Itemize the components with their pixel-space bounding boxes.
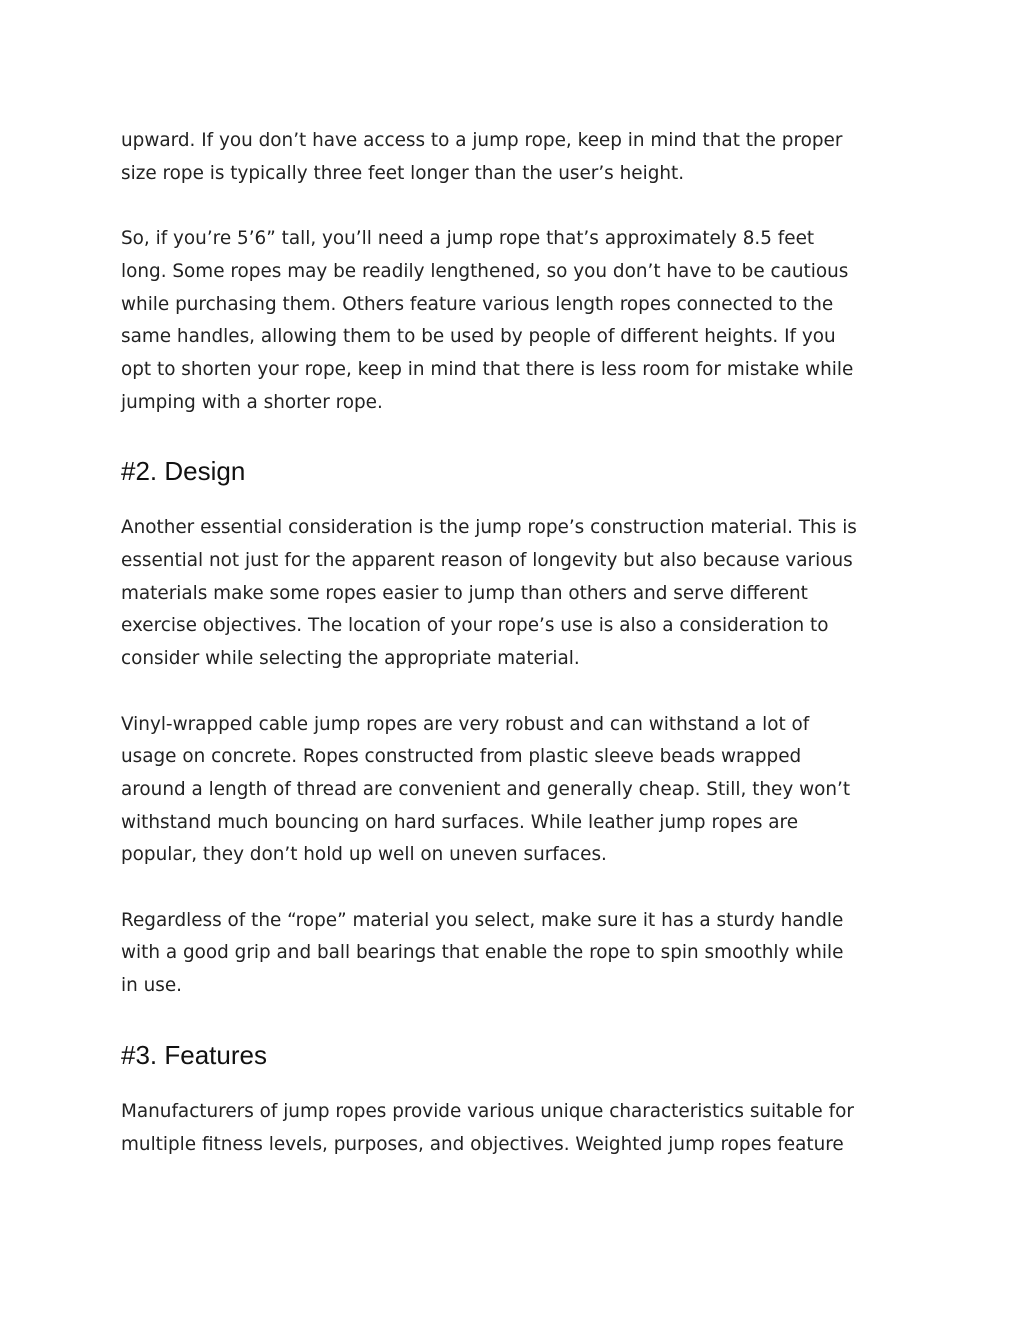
text-line: upward. If you don’t have access to a jump rope, keep in mind that the proper xyxy=(121,130,843,151)
text-line: essential not just for the apparent reason of longevity but also because various xyxy=(121,550,853,572)
text-line: Manufacturers of jump ropes provide various unique characteristics suitable for xyxy=(121,1100,854,1122)
text-line: multiple fitness levels, purposes, and objectives. Weighted jump ropes feature xyxy=(121,1133,844,1155)
text-line: with a good grip and ball bearings that enable the rope to spin smoothly while xyxy=(121,942,844,964)
text-line: usage on concrete. Ropes constructed from plastic sleeve beads wrapped xyxy=(121,746,802,768)
text-line: in use. xyxy=(121,975,183,997)
text-line: opt to shorten your rope, keep in mind that there is less room for mistake while xyxy=(121,358,854,380)
text-line: jumping with a shorter rope. xyxy=(121,391,383,413)
text-line: long. Some ropes may be readily lengthened, so you don’t have to be cautious xyxy=(121,260,849,282)
text-line: popular, they don’t hold up well on uneven surfaces. xyxy=(121,844,607,866)
paragraph-rope-length-example xyxy=(121,223,911,419)
heading-features: #3. Features xyxy=(121,1039,267,1070)
paragraph-rope-materials xyxy=(121,709,911,873)
text-line: same handles, allowing them to be used by people of different heights. If you xyxy=(121,326,836,348)
text-line: consider while selecting the appropriate material. xyxy=(121,648,580,670)
text-line: So, if you’re 5’6” tall, you’ll need a jump rope that’s approximately 8.5 feet xyxy=(121,228,815,250)
text-line: size rope is typically three feet longer than the user’s height. xyxy=(121,162,685,184)
text-line: Regardless of the “rope” material you select, make sure it has a sturdy handle xyxy=(121,909,844,931)
text-line: exercise objectives. The location of your rope’s use is also a consideration to xyxy=(121,615,829,637)
text-line: Vinyl-wrapped cable jump ropes are very robust and can withstand a lot of xyxy=(121,713,810,735)
paragraph-construction-material xyxy=(121,512,911,676)
document-body xyxy=(121,125,911,1161)
text-line: materials make some ropes easier to jump than others and serve different xyxy=(121,582,808,604)
paragraph-handle xyxy=(121,905,911,1003)
paragraph-features xyxy=(121,1096,911,1161)
text-line: Another essential consideration is the jump rope’s construction material. This is xyxy=(121,517,857,539)
text-line: while purchasing them. Others feature various length ropes connected to the xyxy=(121,293,834,315)
text-line: around a length of thread are convenient and generally cheap. Still, they won’t xyxy=(121,778,851,800)
text-line: withstand much bouncing on hard surfaces. While leather jump ropes are xyxy=(121,811,799,833)
paragraph-rope-size xyxy=(121,125,911,190)
heading-design: #2. Design xyxy=(121,456,246,487)
